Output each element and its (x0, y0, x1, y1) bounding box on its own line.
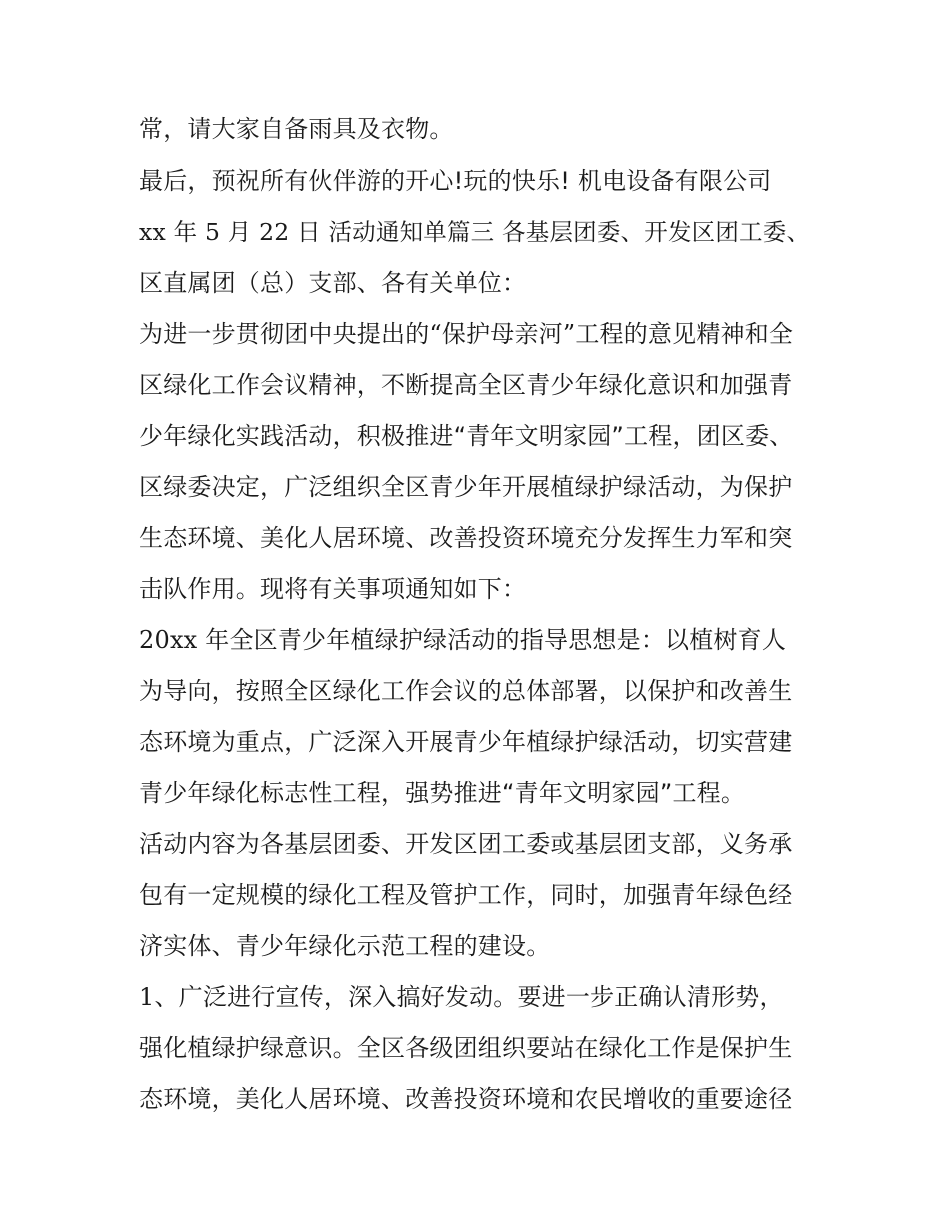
text-line-12: 为导向，按照全区绿化工作会议的总体部署，以保护和改善生 (139, 677, 793, 705)
text-line-10: 击队作用。现将有关事项通知如下： (139, 575, 527, 603)
text-line-4: 区直属团（总）支部、各有关单位： (139, 269, 527, 297)
text-line-1: 常，请大家自备雨具及衣物。 (139, 115, 454, 143)
text-line-2: 最后，预祝所有伙伴游的开心!玩的快乐! 机电设备有限公司 (139, 167, 772, 195)
text-line-20: 态环境，美化人居环境、改善投资环境和农民增收的重要途径 (139, 1085, 793, 1113)
text-line-14: 青少年绿化标志性工程，强势推进“青年文明家园”工程。 (139, 779, 746, 807)
text-line-17: 济实体、青少年绿化示范工程的建设。 (139, 932, 551, 960)
text-line-15: 活动内容为各基层团委、开发区团工委或基层团支部，义务承 (139, 830, 793, 858)
text-line-9: 生态环境、美化人居环境、改善投资环境充分发挥生力军和突 (139, 524, 793, 552)
text-line-5: 为进一步贯彻团中央提出的“保护母亲河”工程的意见精神和全 (139, 320, 794, 348)
text-line-8: 区绿委决定，广泛组织全区青少年开展植绿护绿活动，为保护 (139, 473, 793, 501)
text-line-3: xx 年 5 月 22 日 活动通知单篇三 各基层团委、开发区团工委、 (139, 218, 811, 246)
text-line-19: 强化植绿护绿意识。全区各级团组织要站在绿化工作是保护生 (139, 1034, 793, 1062)
text-line-13: 态环境为重点，广泛深入开展青少年植绿护绿活动，切实营建 (139, 728, 793, 756)
text-line-16: 包有一定规模的绿化工程及管护工作，同时，加强青年绿色经 (139, 881, 793, 909)
text-line-7: 少年绿化实践活动，积极推进“青年文明家园”工程，团区委、 (139, 422, 794, 450)
text-line-6: 区绿化工作会议精神，不断提高全区青少年绿化意识和加强青 (139, 371, 793, 399)
text-line-11: 20xx 年全区青少年植绿护绿活动的指导思想是：以植树育人 (139, 626, 787, 654)
text-line-18: 1、广泛进行宣传，深入搞好发动。要进一步正确认清形势， (139, 983, 784, 1011)
